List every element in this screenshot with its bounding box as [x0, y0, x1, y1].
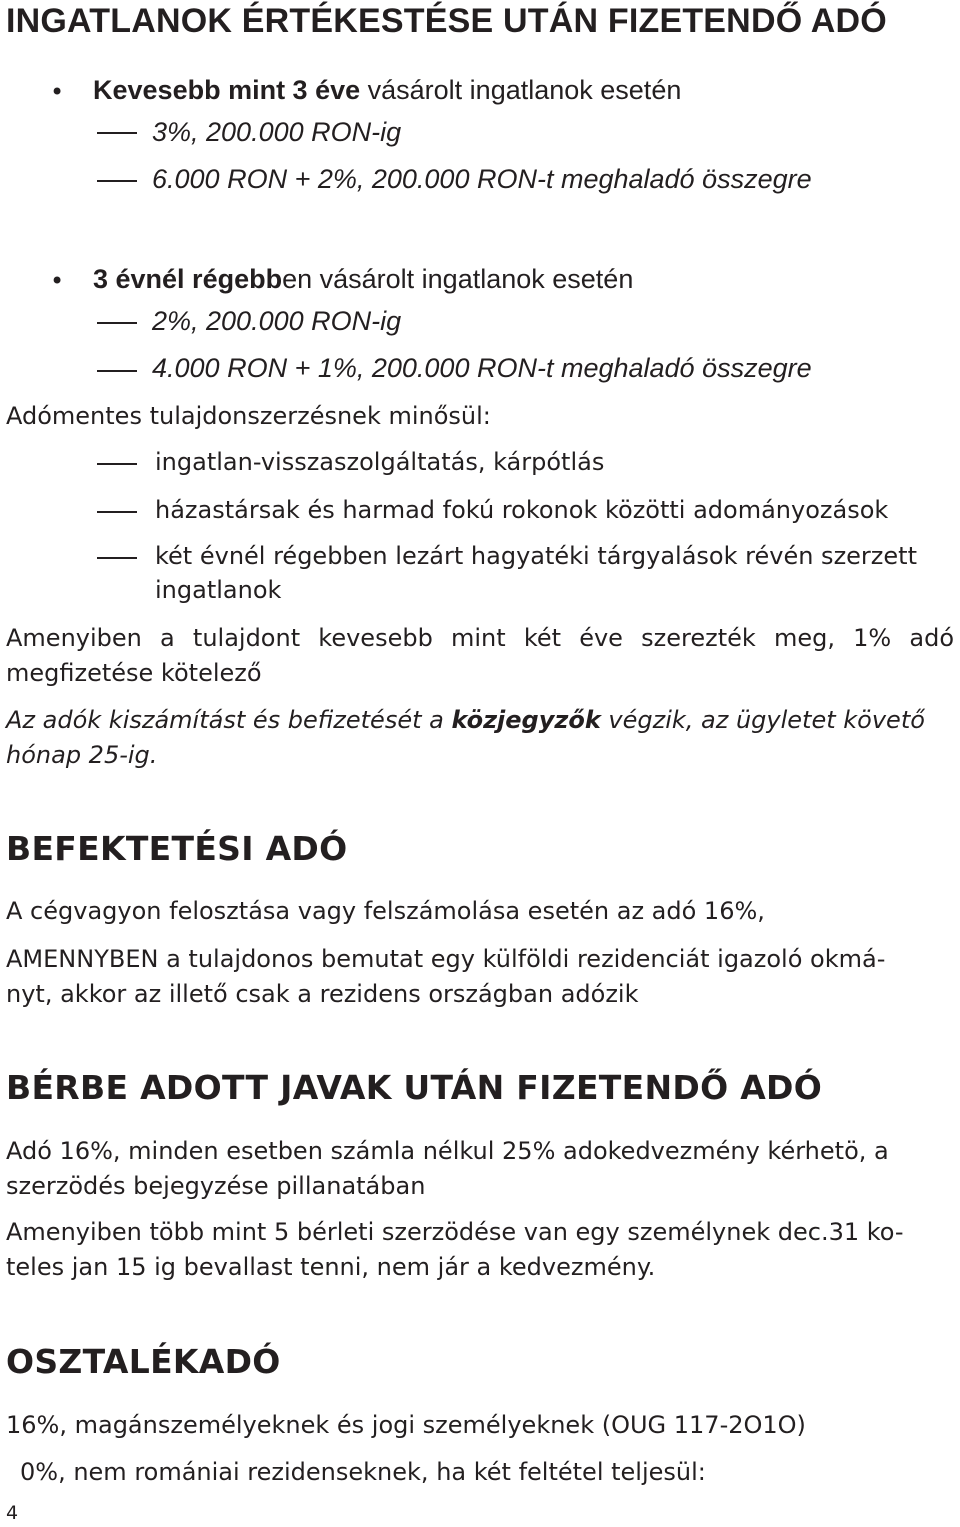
exempt-item-continued: ingatlanok	[155, 576, 282, 604]
exempt-item: két évnél régebben lezárt hagyatéki tárgyalások révén szerzett	[155, 542, 917, 570]
section-title-real-estate-tax: INGATLANOK ÉRTÉKESTÉSE UTÁN FIZETENDŐ ADÓ	[6, 2, 887, 40]
bullet-rest-text: en vásárolt ingatlanok esetén	[282, 264, 634, 294]
rental-line: szerzödés bejegyzése pillanatában	[6, 1172, 426, 1200]
dividend-line: 0%, nem romániai rezidenseknek, ha két feltétel teljesül:	[20, 1458, 706, 1486]
rental-line: Amenyiben több mint 5 bérleti szerzödése van egy személynek dec.31 ko-	[6, 1218, 904, 1246]
dash-marker	[97, 557, 137, 559]
bullet-bold-text: Kevesebb mint 3 éve	[93, 75, 361, 105]
dash-marker	[97, 180, 137, 182]
dash-marker	[97, 511, 137, 513]
section-title-rental-tax: BÉRBE ADOTT JAVAK UTÁN FIZETENDŐ ADÓ	[6, 1068, 823, 1107]
bullet-icon: •	[50, 267, 65, 295]
exempt-intro: Adómentes tulajdonszerzésnek minősül:	[6, 402, 491, 430]
bullet-rest-text: vásárolt ingatlanok esetén	[360, 75, 682, 105]
notary-text-pre: Az adók kiszámítást és befizetését a	[6, 706, 452, 734]
rate-line: 4.000 RON + 1%, 200.000 RON-t meghaladó összegre	[152, 353, 812, 383]
rate-line: 3%, 200.000 RON-ig	[152, 117, 402, 147]
notary-bold-text: közjegyzők	[451, 706, 601, 734]
paragraph-one-percent: Amenyiben a tulajdont kevesebb mint két éve szerezték meg, 1% adó	[6, 624, 954, 652]
dash-marker	[97, 463, 137, 465]
exempt-item: ingatlan-visszaszolgáltatás, kárpótlás	[155, 448, 605, 476]
dividend-line: 16%, magánszemélyeknek és jogi személyeknek (OUG 117-2O1O)	[6, 1411, 806, 1439]
section-title-investment-tax: BEFEKTETÉSI ADÓ	[6, 829, 348, 868]
dash-marker	[97, 322, 137, 324]
section-title-dividend-tax: OSZTALÉKADÓ	[6, 1342, 281, 1381]
exempt-item: házastársak és harmad fokú rokonok közötti adományozások	[155, 496, 889, 524]
rental-line: teles jan 15 ig bevallast tenni, nem jár a kedvezmény.	[6, 1253, 656, 1281]
page-number: 4	[6, 1502, 19, 1524]
investment-line: nyt, akkor az illető csak a rezidens országban adózik	[6, 980, 639, 1008]
notary-paragraph-continued: hónap 25-ig.	[6, 741, 158, 769]
bullet-under-3-years	[93, 75, 681, 106]
bullet-icon: •	[50, 78, 65, 106]
notary-text-post: végzik, az ügyletet követő	[600, 706, 925, 734]
investment-line: AMENNYBEN a tulajdonos bemutat egy külföldi rezidenciát igazoló okmá-	[6, 945, 886, 973]
rate-line: 6.000 RON + 2%, 200.000 RON-t meghaladó összegre	[152, 164, 812, 194]
bullet-bold-text: 3 évnél régebb	[93, 264, 283, 294]
rate-line: 2%, 200.000 RON-ig	[152, 306, 402, 336]
dash-marker	[97, 370, 137, 372]
notary-paragraph	[6, 706, 925, 734]
bullet-over-3-years	[93, 264, 633, 295]
investment-line: A cégvagyon felosztása vagy felszámolása esetén az adó 16%,	[6, 897, 765, 925]
dash-marker	[97, 132, 137, 134]
paragraph-one-percent-continued: megfizetése kötelező	[6, 659, 262, 687]
rental-line: Adó 16%, minden esetben számla nélkul 25% adokedvezmény kérhetö, a	[6, 1137, 889, 1165]
